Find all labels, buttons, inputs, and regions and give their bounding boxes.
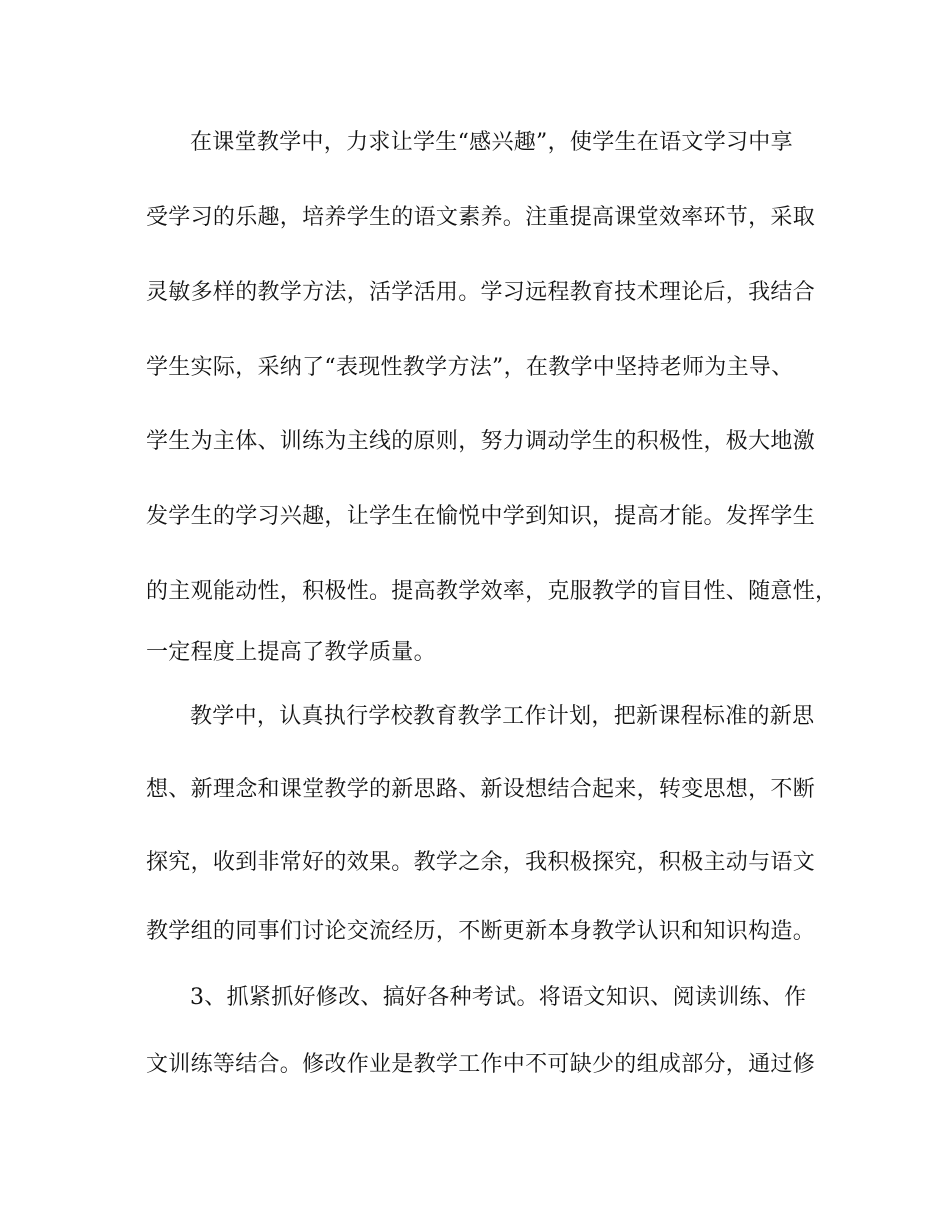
paragraph-1-line-1: 在课堂教学中，力求让学生“感兴趣”，使学生在语文学习中享 xyxy=(190,130,793,155)
paragraph-1-line-5: 学生为主体、训练为主线的原则，努力调动学生的积极性，极大地激 xyxy=(146,429,816,454)
paragraph-1-line-6: 发学生的学习兴趣，让学生在愉悦中学到知识，提高才能。发挥学生 xyxy=(146,504,816,529)
paragraph-1-line-3: 灵敏多样的教学方法，活学活用。学习远程教育技术理论后，我结合 xyxy=(146,280,816,305)
paragraph-3-line-2: 文训练等结合。修改作业是教学工作中不可缺少的组成部分，通过修 xyxy=(146,1052,816,1077)
paragraph-1-line-2: 受学习的乐趣，培养学生的语文素养。注重提高课堂效率环节，采取 xyxy=(146,205,816,230)
paragraph-1-line-7: 的主观能动性，积极性。提高教学效率，克服教学的盲目性、随意性， xyxy=(146,579,838,604)
paragraph-2-line-1: 教学中，认真执行学校教育教学工作计划，把新课程标准的新思 xyxy=(190,704,815,729)
paragraph-3-line-1: 3、抓紧抓好修改、搞好各种考试。将语文知识、阅读训练、作 xyxy=(190,985,807,1010)
paragraph-2-line-4: 教学组的同事们讨论交流经历，不断更新本身教学认识和知识构造。 xyxy=(146,919,816,944)
paragraph-1-line-4: 学生实际，采纳了“表现性教学方法”，在教学中坚持老师为主导、 xyxy=(146,355,794,380)
paragraph-2-line-2: 想、新理念和课堂教学的新思路、新设想结合起来，转变思想，不断 xyxy=(146,777,816,802)
paragraph-2-line-3: 探究，收到非常好的效果。教学之余，我积极探究，积极主动与语文 xyxy=(146,850,816,875)
paragraph-1-line-8: 一定程度上提高了教学质量。 xyxy=(146,640,436,665)
